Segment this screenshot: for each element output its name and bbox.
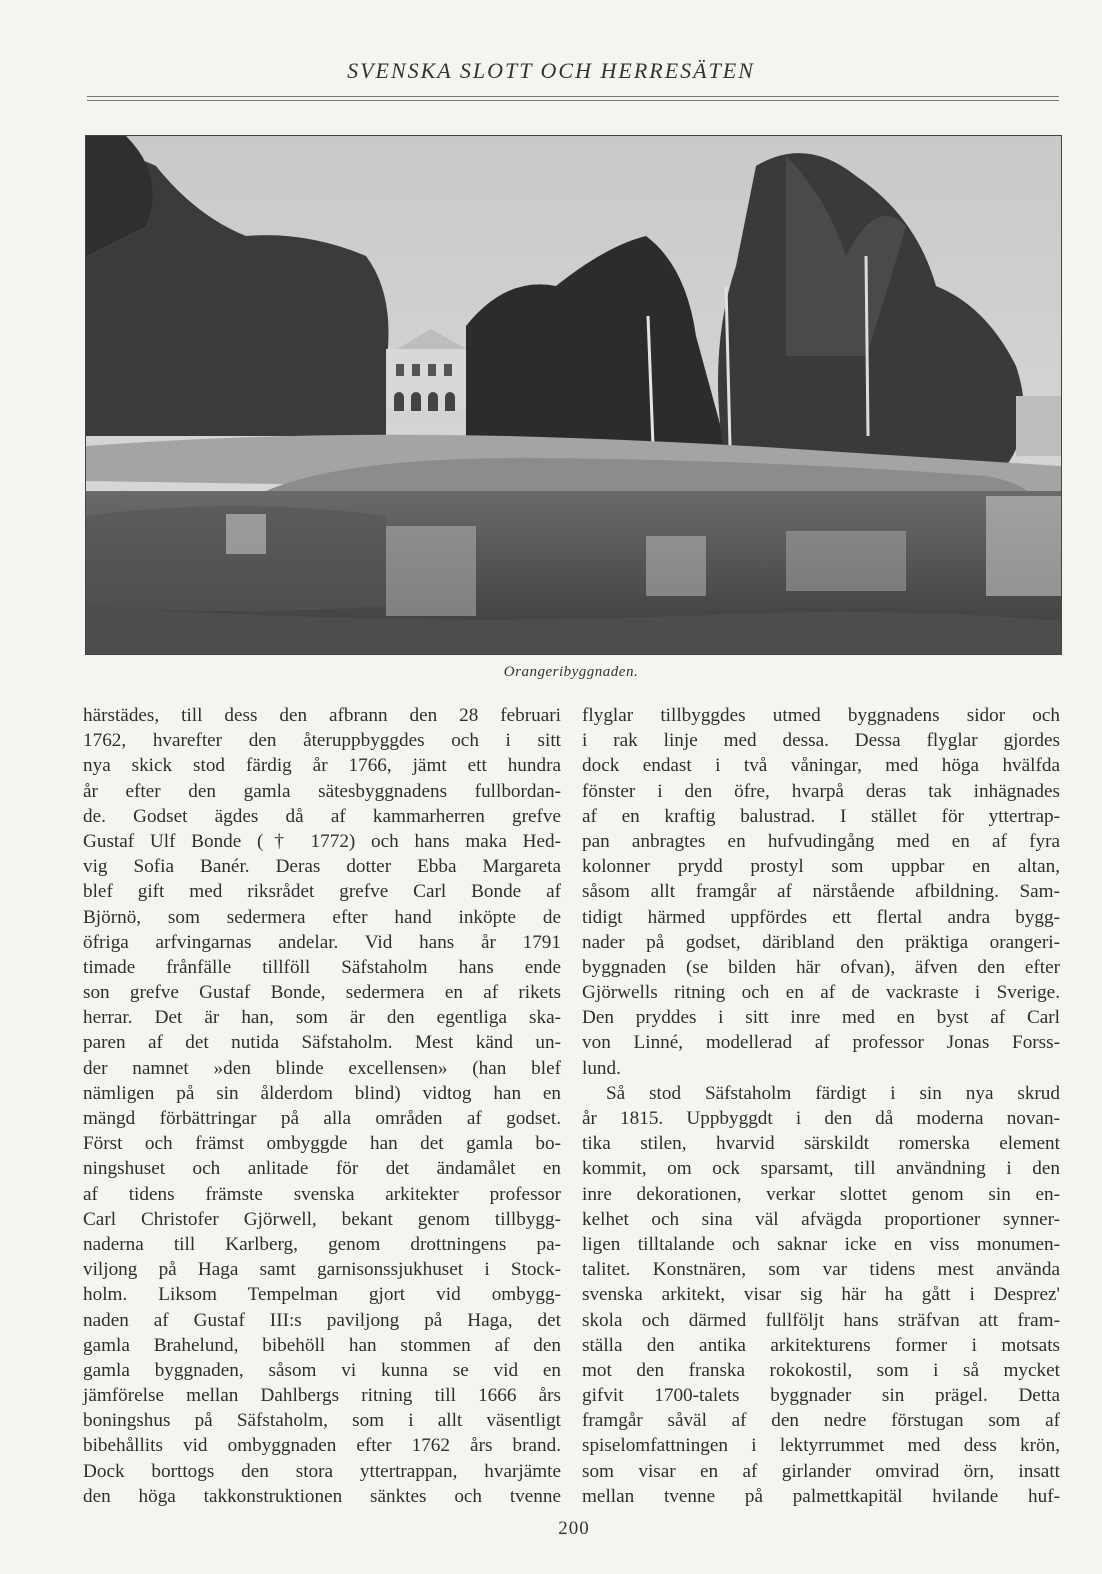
- text-line: naden af Gustaf III:s paviljong på Haga, det: [83, 1309, 561, 1331]
- text-line: mellan tvenne på palmettkapitäl hvilande huf-: [582, 1485, 1060, 1507]
- text-line: öfriga arfvingarnas andelar. Vid hans år 1791: [83, 931, 561, 953]
- text-line: son grefve Gustaf Bonde, sedermera en af rikets: [83, 982, 561, 1004]
- text-line: holm. Liksom Tempelman gjort vid ombygg-: [83, 1284, 561, 1306]
- text-line: ligen tilltalande och saknar icke en viss monumen-: [582, 1233, 1060, 1255]
- text-line: pan anbragtes en hufvudingång med en af fyra: [582, 830, 1060, 852]
- text-line: kolonner prydd prostyl som uppbar en altan,: [582, 856, 1060, 878]
- text-line: herrar. Det är han, som är den egentliga ska-: [83, 1007, 561, 1029]
- text-line: jämförelse mellan Dahlbergs ritning till 1666 års: [83, 1385, 561, 1407]
- text-line: af tidens främste svenska arkitekter professor: [83, 1183, 561, 1205]
- text-line: tika stilen, hvarvid särskildt romerska element: [582, 1133, 1060, 1155]
- text-line: inre dekorationen, verkar slottet genom sin en-: [582, 1183, 1060, 1205]
- text-line: mot den franska rokokostil, som i så mycket: [582, 1359, 1060, 1381]
- text-line: som visar en af girlander omvirad örn, insatt: [582, 1460, 1060, 1482]
- text-line: nader på godset, däribland den präktiga orangeri-: [582, 931, 1060, 953]
- text-line: Carl Christofer Gjörwell, bekant genom tillbygg-: [83, 1208, 561, 1230]
- text-line: flyglar tillbyggdes utmed byggnadens sidor och: [582, 705, 1060, 726]
- text-line: gamla Brahelund, bibehöll han stommen af den: [83, 1334, 561, 1356]
- text-line: blef gift med riksrådet grefve Carl Bonde af: [83, 881, 561, 903]
- text-line: ställa den antika arkitekturens former i motsats: [582, 1334, 1060, 1356]
- text-line: spiselomfattningen i lektyrrummet med dess krön,: [582, 1435, 1060, 1457]
- text-line: Den pryddes i sitt inre med en byst af Carl: [582, 1007, 1060, 1029]
- text-line: lund.: [582, 1057, 621, 1079]
- text-line: nya skick stod färdig år 1766, jämt ett hundra: [83, 755, 561, 777]
- text-line: kelhet och sina väl afvägda proportioner synner-: [582, 1208, 1060, 1230]
- text-line: svenska arkitekt, visar sig här ha gått i Desprez': [582, 1284, 1060, 1306]
- text-line: Gustaf Ulf Bonde († 1772) och hans maka Hed-: [83, 830, 561, 852]
- text-line: 1762, hvarefter den återuppbyggdes och i sitt: [83, 730, 561, 752]
- text-line: boningshus på Säfstaholm, som i allt väsentligt: [83, 1410, 561, 1432]
- text-line: Dock borttogs den stora yttertrappan, hvarjämte: [83, 1460, 561, 1482]
- text-line: ningshuset och anlitade för det ändamålet en: [83, 1158, 561, 1180]
- text-line: von Linné, modellerad af professor Jonas Forss-: [582, 1032, 1060, 1054]
- photo-caption: Orangeribyggnaden.: [503, 664, 639, 680]
- text-line: vig Sofia Banér. Deras dotter Ebba Margareta: [83, 856, 561, 878]
- text-line: nämligen på sin ålderdom blind) vidtog han en: [83, 1082, 561, 1104]
- text-line: paren af det nutida Säfstaholm. Mest känd un-: [83, 1032, 561, 1054]
- text-line: härstädes, till dess den afbrann den 28 februari: [83, 705, 561, 726]
- text-line: naderna till Karlberg, genom drottningens pa-: [83, 1233, 561, 1255]
- text-line: af en kraftig balustrad. I stället för yttertrap-: [582, 805, 1060, 827]
- text-line: gamla byggnaden, såsom vi kunna se vid en: [83, 1359, 561, 1381]
- photo-illustration: [86, 136, 1061, 654]
- text-line: de. Godset ägdes då af kammarherren grefve: [83, 805, 561, 827]
- text-line: Björnö, som sedermera efter hand inköpte de: [83, 906, 561, 928]
- text-line: viljong på Haga samt garnisonssjukhuset i Stock-: [83, 1259, 561, 1281]
- text-line: skola och därmed fullföljt hans sträfvan att fram-: [582, 1309, 1060, 1331]
- text-line: kommit, om ock sparsamt, till användning i den: [582, 1158, 1060, 1180]
- text-line: Först och främst ombyggde han det gamla bo-: [83, 1133, 561, 1155]
- text-line: framgår såväl af den nedre förstugan som af: [582, 1410, 1060, 1432]
- header-rule-top: [87, 96, 1059, 97]
- text-line: den höga takkonstruktionen sänktes och tvenne: [83, 1485, 561, 1507]
- text-line: fönster i den öfre, hvarpå deras tak inhägnades: [582, 780, 1060, 802]
- running-title: SVENSKA SLOTT OCH HERRESÄTEN: [347, 58, 755, 83]
- left-text-column: [83, 703, 561, 1509]
- text-line: tidigt härmed uppfördes ett flertal andra bygg-: [582, 906, 1060, 928]
- text-line: der namnet »den blinde excellensen» (han blef: [83, 1057, 561, 1079]
- text-line: timade frånfälle tillföll Säfstaholm hans ende: [83, 956, 561, 978]
- right-text-column: [582, 703, 1060, 1509]
- page-number: 200: [558, 1518, 590, 1539]
- text-line: byggnaden (se bilden här ofvan), äfven den efter: [582, 956, 1060, 978]
- text-line: Gjörwells ritning och en af de vackraste i Sverige.: [582, 982, 1060, 1004]
- text-line: såsom allt framgår af närstående afbildning. Sam-: [582, 881, 1060, 903]
- orangery-photograph: [85, 135, 1062, 655]
- text-line: år efter den gamla sätesbyggnadens fullbordan-: [83, 780, 561, 802]
- text-line: bibehållits vid ombyggnaden efter 1762 års brand.: [83, 1435, 561, 1457]
- text-line: dock endast i två våningar, med höga hvälfda: [582, 755, 1060, 777]
- text-line: i rak linje med dessa. Dessa flyglar gjordes: [582, 730, 1060, 752]
- text-line: mängd förbättringar på alla områden af godset.: [83, 1108, 561, 1129]
- text-line: år 1815. Uppbyggdt i den då moderna novan-: [582, 1108, 1060, 1129]
- header-rule-bottom: [87, 100, 1059, 101]
- text-line: talitet. Konstnären, som var tidens mest använda: [582, 1259, 1060, 1281]
- text-line: Så stod Säfstaholm färdigt i sin nya skrud: [606, 1082, 1060, 1104]
- text-line: gifvit 1700-talets byggnader sin prägel. Detta: [582, 1385, 1060, 1407]
